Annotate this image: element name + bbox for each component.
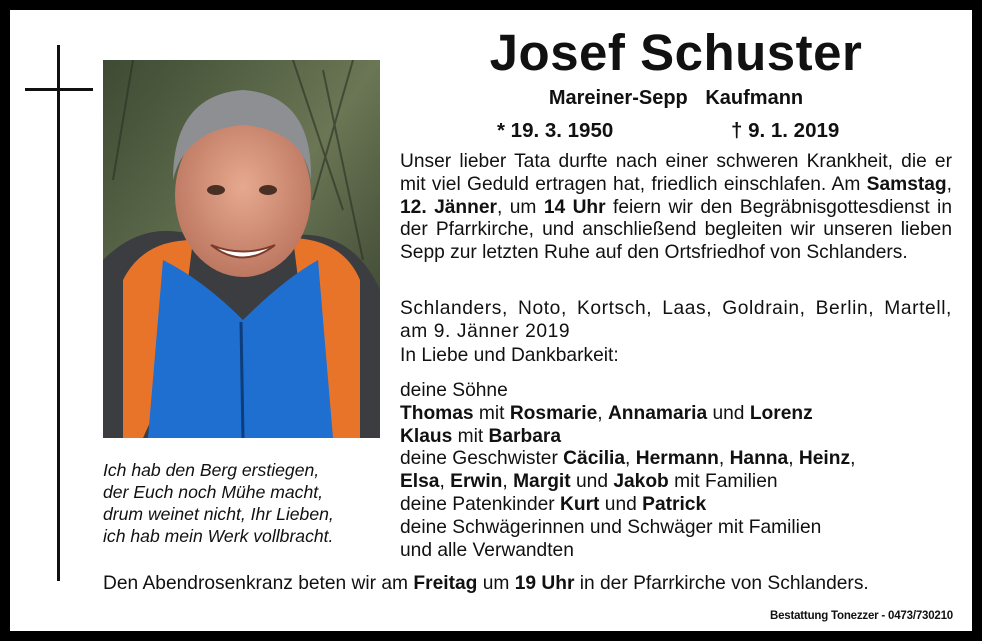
name: Klaus — [400, 425, 453, 447]
places-date-line: Schlanders, Noto, Kortsch, Laas, Goldrain, Berlin, Martell, am 9. Jänner 2019 — [400, 298, 952, 342]
list-item: deine Söhne — [400, 380, 508, 401]
text: deine Patenkinder — [400, 493, 561, 515]
list-item — [400, 494, 960, 517]
poem-line: der Euch noch Mühe macht, — [103, 482, 324, 502]
text: mit Familien — [668, 471, 778, 493]
name: Rosmarie — [509, 402, 598, 424]
poem-line: Ich hab den Berg erstiegen, — [103, 460, 320, 480]
portrait-photo — [103, 60, 380, 438]
name: Kurt — [560, 493, 600, 515]
birth-date: * 19. 3. 1950 — [497, 119, 614, 142]
rosary-day: Freitag — [413, 573, 478, 594]
family-list — [400, 380, 960, 562]
name: Annamaria — [607, 402, 708, 424]
occupation: Kaufmann — [705, 87, 804, 109]
name: Heinz — [798, 448, 851, 470]
undertaker-contact: Bestattung Tonezzer - 0473/730210 — [769, 610, 953, 622]
text: mit — [452, 425, 489, 447]
text: in der Pfarrkirche von Schlanders. — [574, 573, 869, 594]
poem — [103, 459, 388, 547]
list-item — [400, 426, 960, 449]
announcement-text — [400, 151, 952, 265]
name: Erwin — [450, 471, 503, 493]
funeral-date: 12. Jänner — [400, 196, 498, 218]
text: deine Geschwister — [400, 448, 564, 470]
text: und — [570, 471, 614, 493]
name: Barbara — [488, 425, 562, 447]
funeral-day: Samstag — [866, 173, 947, 195]
name: Jakob — [613, 471, 669, 493]
funeral-time: 14 Uhr — [543, 196, 606, 218]
text: , — [946, 173, 952, 195]
text: mit — [473, 402, 510, 424]
death-date: † 9. 1. 2019 — [731, 119, 840, 142]
list-item: Elsa, Erwin, Margit und Jakob mit Familien — [400, 471, 778, 493]
list-item — [400, 403, 960, 426]
poem-line: ich hab mein Werk vollbracht. — [103, 526, 334, 546]
cross-icon-vertical — [57, 45, 60, 581]
nickname: Mareiner-Sepp — [548, 87, 688, 109]
list-item: deine Geschwister Cäcilia, Hermann, Hanna, Heinz, — [400, 448, 856, 470]
rosary-notice — [103, 573, 952, 596]
name: Patrick — [642, 493, 707, 515]
love-line: In Liebe und Dankbarkeit: — [400, 345, 619, 366]
text: um — [477, 573, 515, 594]
poem-line: drum weinet nicht, Ihr Lieben, — [103, 504, 334, 524]
text: Den Abendrosenkranz beten wir am — [103, 573, 414, 594]
list-item: und alle Verwandten — [400, 539, 574, 561]
list-item: deine Schwägerinnen und Schwäger mit Familien — [400, 516, 822, 538]
name: Margit — [513, 471, 571, 493]
nicknames — [400, 86, 952, 110]
text: feiern wir den Begräbnisgottesdienst in der Pfarrkirche, und anschließend begleiten wir unseren lieben Sepp zur letzten Ruhe auf den Ortsfriedhof von Schlanders. — [400, 196, 952, 264]
rosary-time: 19 Uhr — [514, 573, 575, 594]
cross-icon-horizontal — [25, 88, 93, 91]
text: , um — [497, 196, 544, 218]
name: Elsa — [400, 471, 440, 493]
text: und — [707, 402, 750, 424]
deceased-name: Josef Schuster — [489, 24, 863, 81]
text: Unser lieber Tata durfte nach einer schweren Krankheit, die er mit viel Geduld ertragen hat, friedlich einschlafen. Am — [400, 151, 952, 195]
name: Thomas — [400, 402, 474, 424]
name: Hanna — [729, 448, 789, 470]
text: und — [599, 493, 643, 515]
name: Hermann — [635, 448, 719, 470]
name: Cäcilia — [563, 448, 626, 470]
name: Lorenz — [749, 402, 813, 424]
text: , — [597, 402, 608, 424]
